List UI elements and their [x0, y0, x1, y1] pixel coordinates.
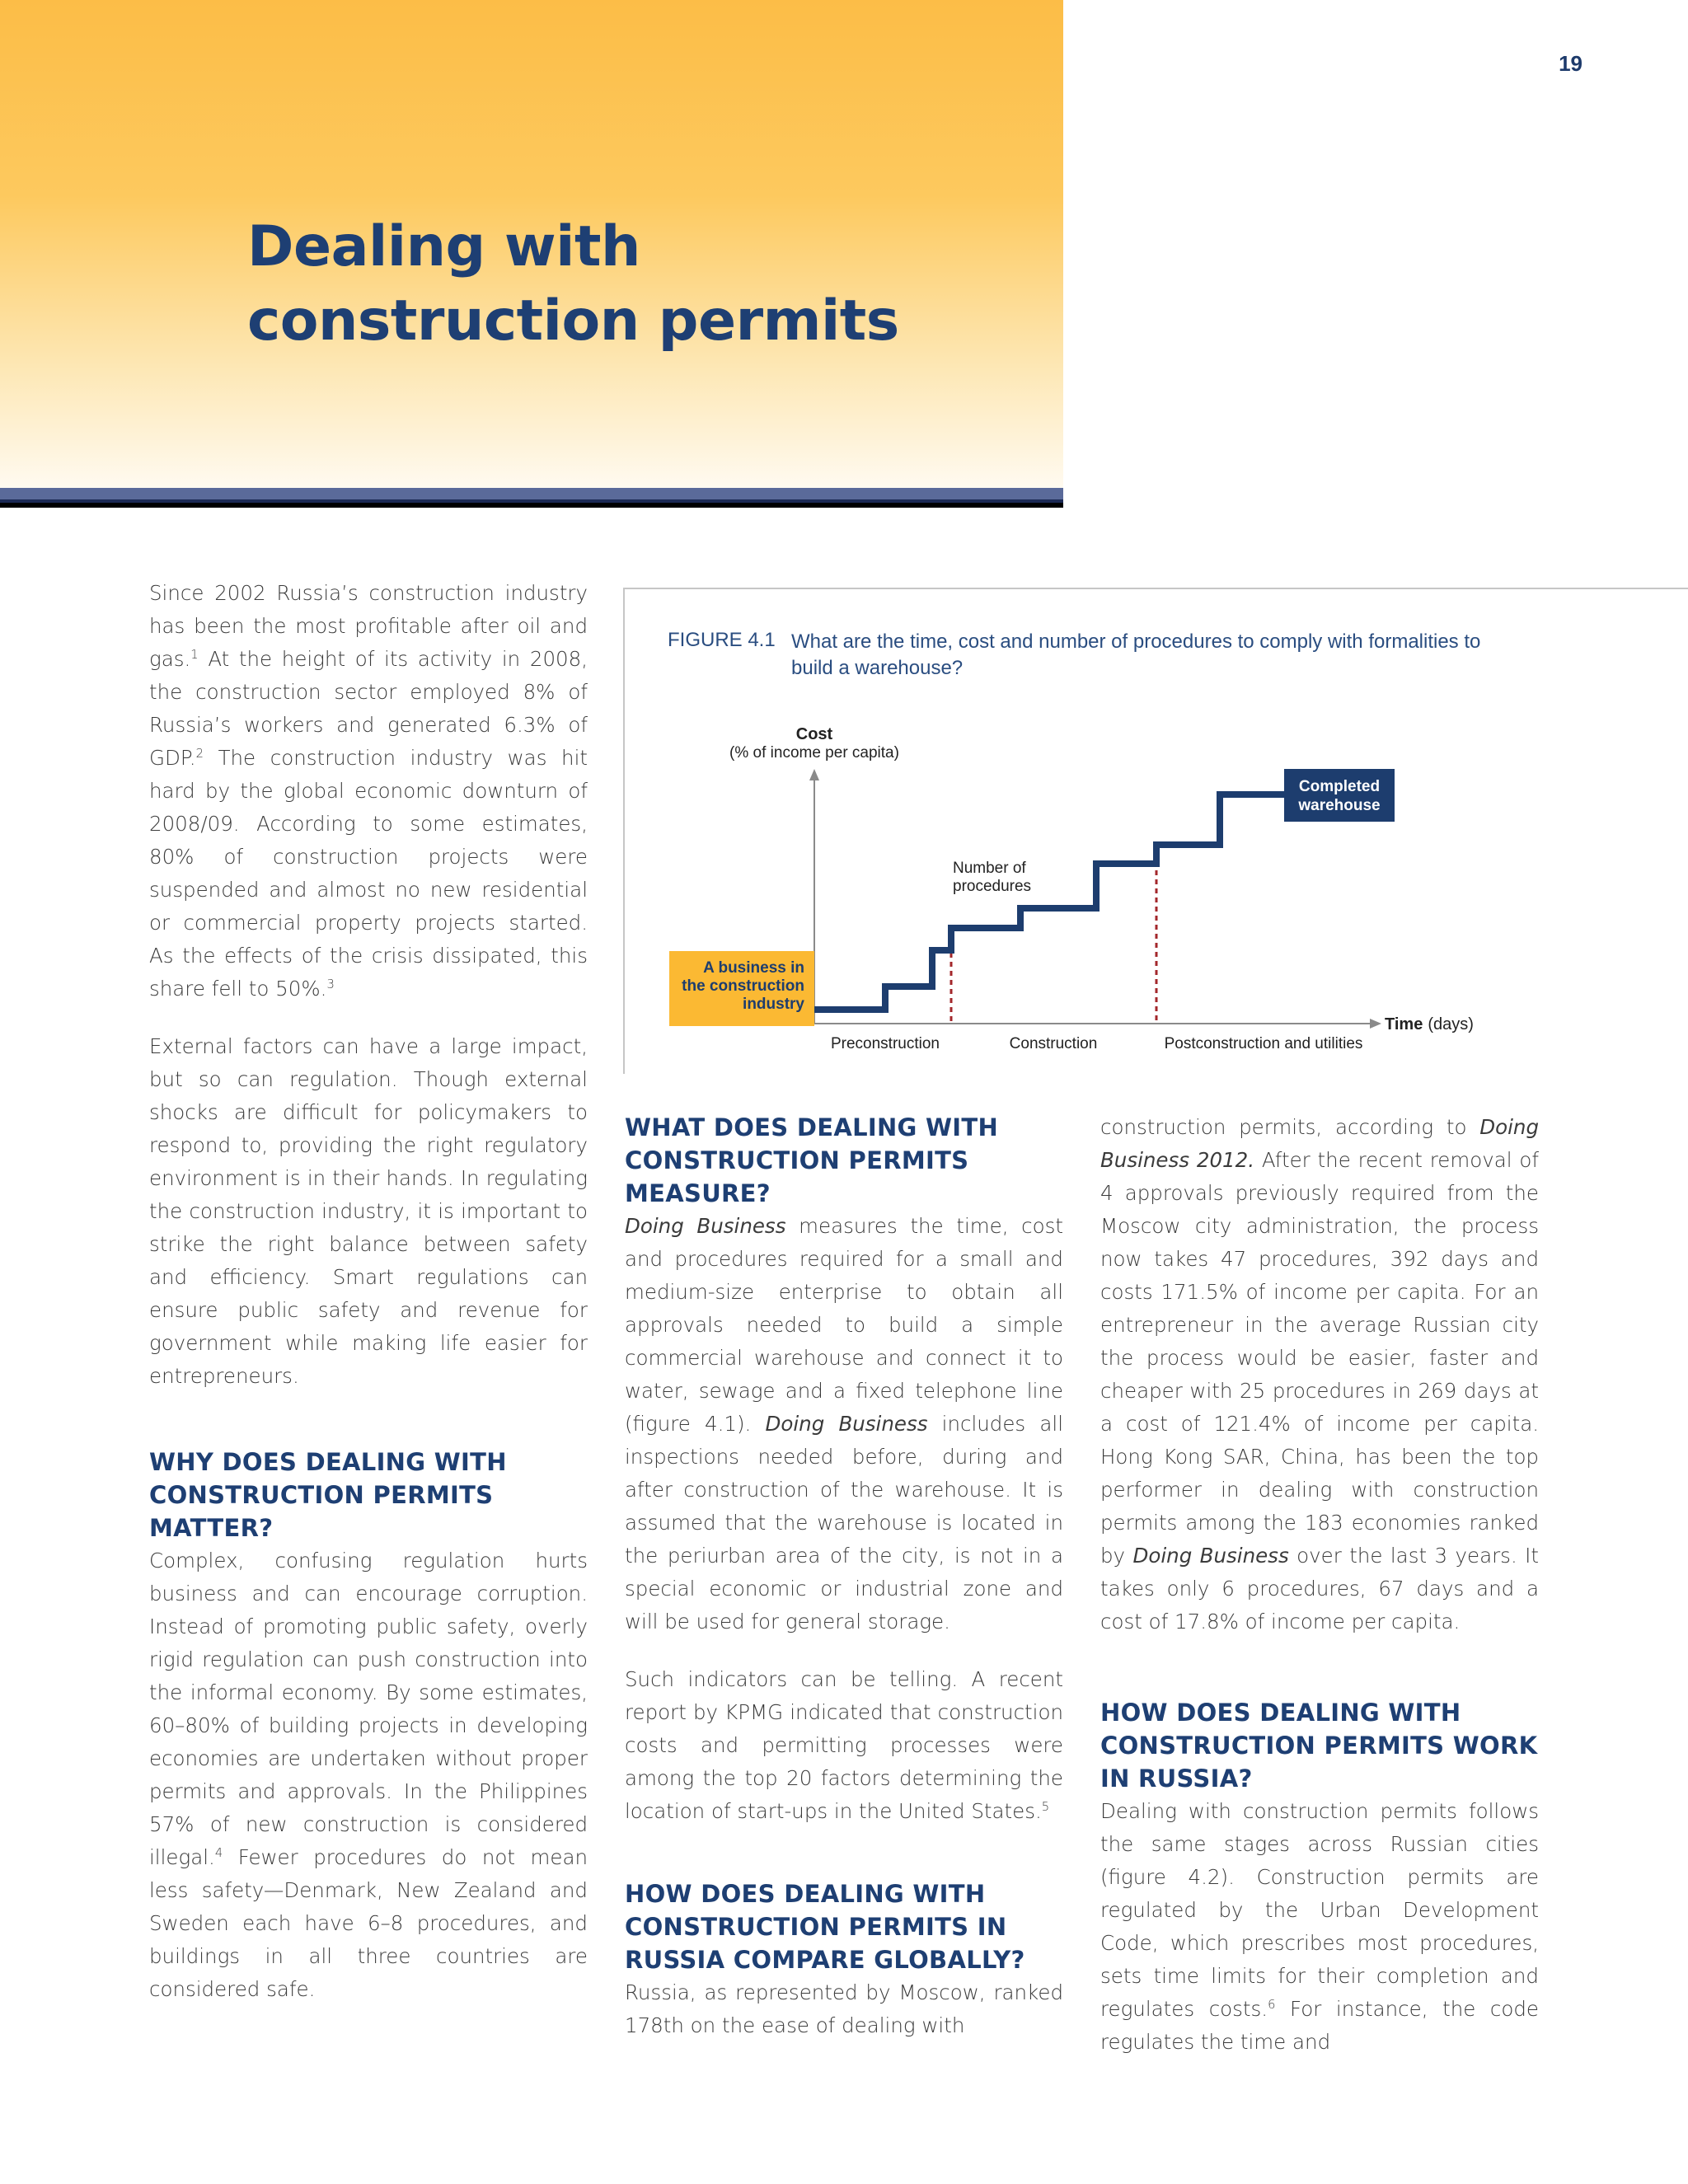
x-axis-arrow [1370, 1019, 1381, 1029]
heading-what-measure: WHAT DOES DEALING WITH CONSTRUCTION PERMITS MEASURE? [625, 1113, 999, 1207]
figure-caption: What are the time, cost and number of procedures to comply with formalities to build a warehouse? [791, 630, 1481, 679]
end-box-line: warehouse [1298, 797, 1381, 814]
measure-paragraph: Doing Business measures the time, cost and procedures required for a small and medium-size enterprise to obtain all approvals needed to build a simple commercial warehouse and connect it to water, sewage and a fixed telephone line (figure 4.1). Doing Business includes all inspections needed before, during and after construction of the warehouse. It is assumed that the warehouse is located in the periurban area of the city, is not in a special economic or industrial zone and will be used for general storage. [625, 1214, 1064, 1633]
heading-why-matter: WHY DOES DEALING WITH CONSTRUCTION PERMITS MATTER? [149, 1448, 507, 1542]
column-left [149, 577, 588, 2031]
y-axis-title: Cost [795, 725, 833, 743]
step-label-line: procedures [953, 878, 1032, 895]
phase-label: Construction [1009, 1035, 1098, 1052]
x-axis-label: Time (days) [1385, 1015, 1474, 1033]
step-label-line: Number of [953, 860, 1026, 877]
footnote-ref[interactable]: 4 [214, 1845, 223, 1860]
start-box-line: A business in [703, 959, 804, 977]
column-middle [625, 1111, 1063, 2067]
staircase-diagram [625, 589, 1688, 1074]
figure-4-1 [623, 588, 1688, 1074]
footnote-ref[interactable]: 5 [1041, 1799, 1050, 1814]
footnote-ref[interactable]: 2 [195, 746, 204, 761]
footnote-ref[interactable]: 1 [190, 647, 199, 662]
regulation-paragraph: External factors can have a large impact, but so can regulation. Though external shocks are difficult for policymakers to respond to, providing the right regulatory environment is in their hands. In regulating the construction industry, it is important to strike the right balance between safety and efficiency. Smart regulations can ensure public safety and revenue for government while making life easier for entrepreneurs. [149, 1034, 588, 1388]
heading-compare-globally: HOW DOES DEALING WITH CONSTRUCTION PERMITS IN RUSSIA COMPARE GLOBALLY? [625, 1880, 1025, 1974]
start-box-line: the construction [682, 977, 804, 995]
heading-how-work: HOW DOES DEALING WITH CONSTRUCTION PERMITS WORK IN RUSSIA? [1100, 1699, 1538, 1793]
chapter-title [247, 210, 989, 359]
phase-label: Preconstruction [830, 1035, 940, 1052]
chapter-title-line1: Dealing with [247, 214, 640, 279]
chapter-title-line2: construction permits [247, 288, 899, 354]
compare-paragraph: Russia, as represented by Moscow, ranked 178th on the ease of dealing with [625, 1980, 1063, 2037]
page-number: 19 [1559, 51, 1582, 76]
figure-label: FIGURE 4.1 [668, 629, 776, 651]
footnote-ref[interactable]: 3 [326, 977, 335, 991]
procedure-staircase [814, 794, 1284, 1010]
end-box-line: Completed [1298, 778, 1381, 795]
column-right [1100, 1111, 1539, 2083]
process-paragraph: Dealing with construction permits follows the same stages across Russian cities (figure 4.2). Construction permits are regulated by the Urban Development Code, which prescribes most procedures, sets time limits for their completion and regulates costs.$^6$ For instance, the code regulates the time and [1100, 1799, 1539, 2054]
y-axis-arrow [809, 769, 819, 780]
start-box-line: industry [743, 996, 804, 1013]
kpmg-paragraph: Such indicators can be telling. A recent report by KPMG indicated that construction costs and permitting processes were among the top 20 factors determining the location of start-ups in the United States.$^5$ [625, 1667, 1063, 1823]
phase-label: Postconstruction and utilities [1164, 1035, 1363, 1052]
ranking-paragraph: construction permits, according to Doing Business 2012. After the recent removal of 4 approvals previously required from the Moscow city administration, the process now takes 47 procedures, 392 days and costs 171.5% of income per capita. For an entrepreneur in the average Russian city the process would be easier, faster and cheaper with 25 procedures in 269 days at a cost of 121.4% of income per capita. Hong Kong SAR, China, has been the top performer in dealing with construction permits among the 183 economies ranked by Doing Business over the last 3 years. It takes only 6 procedures, 67 days and a cost of 17.8% of income per capita. [1100, 1115, 1539, 1633]
intro-paragraph: Since 2002 Russia’s construction industry has been the most profitable after oil and gas.$^1$ At the height of its activity in 2008, the construction sector employed 8% of Russia’s workers and generated 6.3% of GDP.$^2$ The construction industry was hit hard by the global economic downturn of 2008/09. According to some estimates, 80% of construction projects were suspended and almost no new residential or commercial property projects started. As the effects of the crisis dissipated, this share fell to 50%.$^3$ [149, 581, 588, 1001]
why-matter-paragraph: Complex, confusing regulation hurts business and can encourage corruption. Instead of promoting public safety, overly rigid regulation can push construction into the informal economy. By some estimates, 60–80% of building projects in developing economies are undertaken without proper permits and approvals. In the Philippines 57% of new construction is considered illegal.$^4$ Fewer procedures do not mean less safety—Denmark, New Zealand and Sweden each have 6–8 procedures, and buildings in all three countries are considered safe. [149, 1549, 588, 2001]
footnote-ref[interactable]: 6 [1268, 1997, 1276, 2012]
header-rule [0, 488, 1063, 508]
y-axis-subtitle: (% of income per capita) [729, 744, 899, 762]
